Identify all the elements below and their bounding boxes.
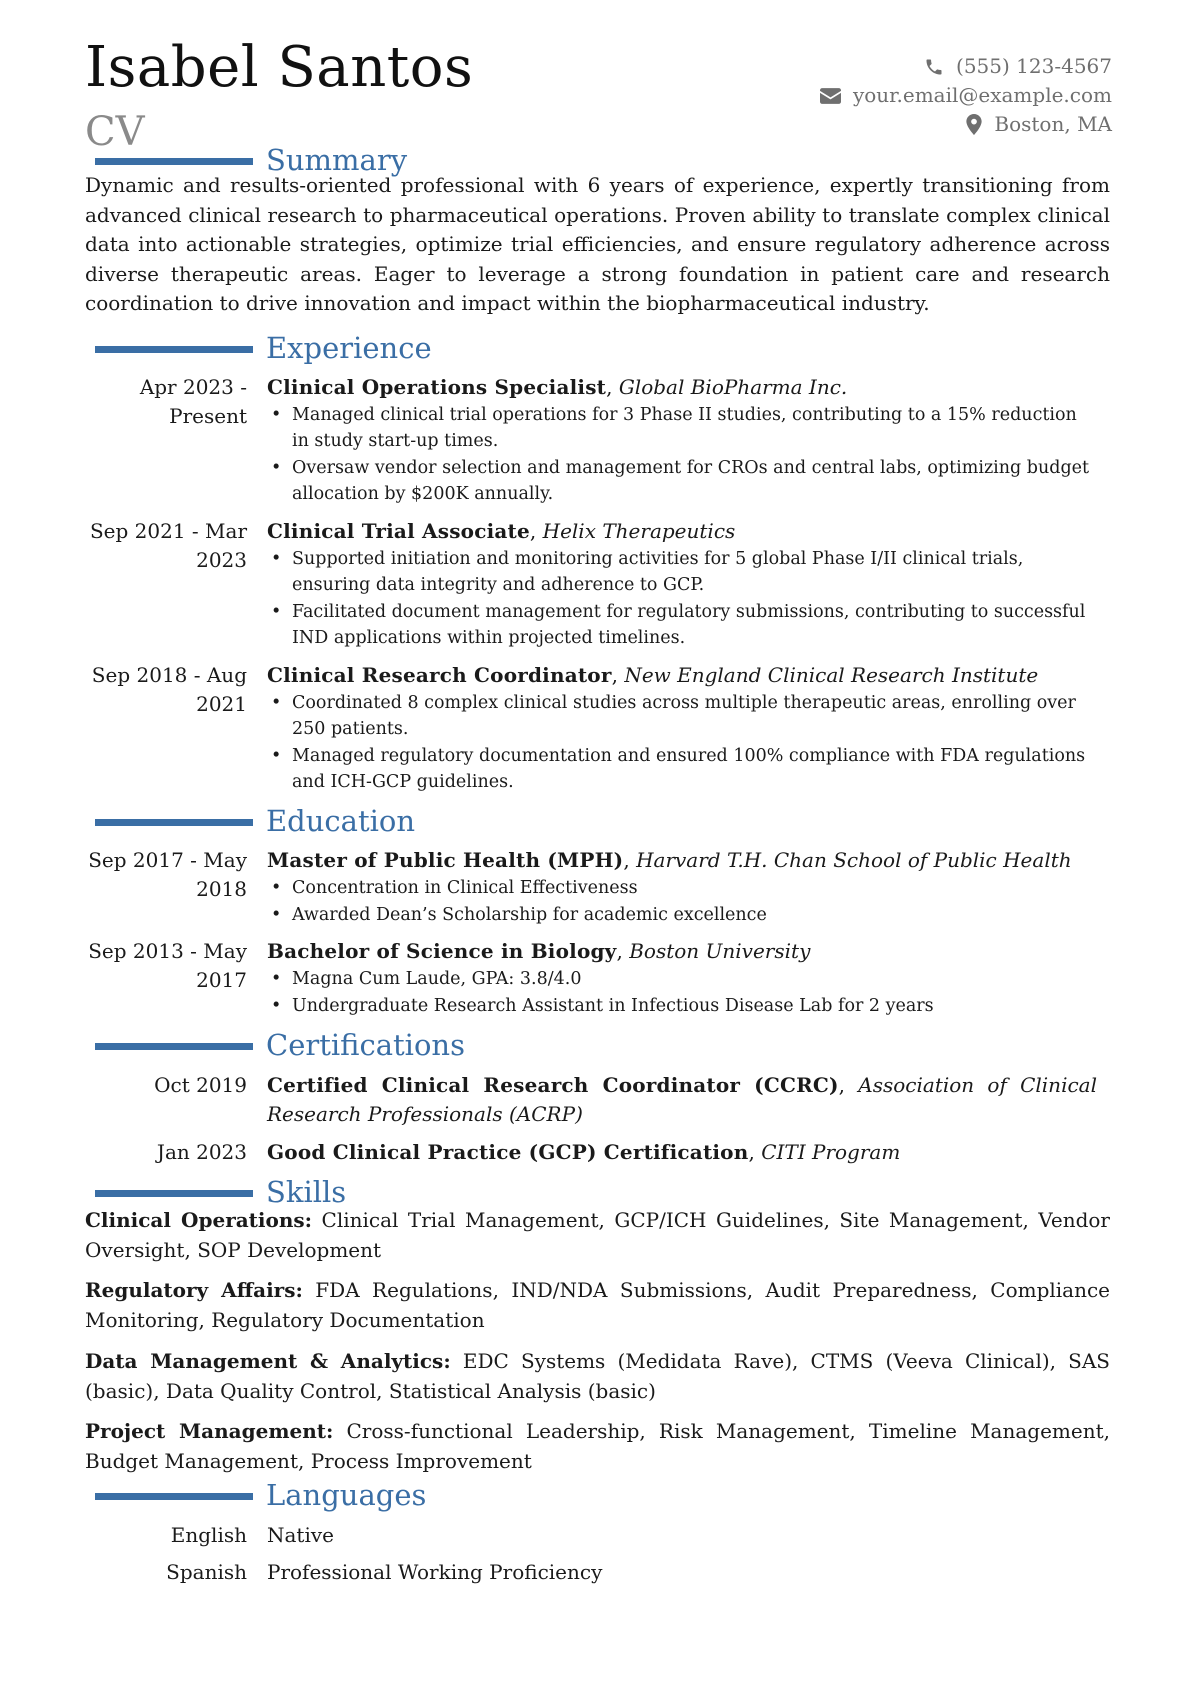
skill-category: Project Management: <box>85 1419 334 1443</box>
section-accent-bar <box>95 1493 253 1500</box>
certifications-heading <box>95 1028 1095 1062</box>
entry-date: Apr 2023 - Present <box>139 375 247 428</box>
entry-date: Sep 2018 - Aug 2021 <box>91 663 247 716</box>
list-item: • Magna Cum Laude, GPA: 3.8/4.0 <box>267 966 1097 992</box>
document-type-label: CV <box>85 109 145 155</box>
contact-block <box>820 52 1112 139</box>
experience-heading <box>95 331 1095 365</box>
list-item: • Managed regulatory documentation and ensured 100% compliance with FDA regulations and ICH-GCP guidelines. <box>267 743 1097 795</box>
section-title: Skills <box>266 1175 347 1209</box>
section-accent-bar <box>95 158 253 165</box>
section-title: Summary <box>266 143 408 177</box>
contact-email <box>820 81 1112 110</box>
phone-number[interactable]: (555) 123-4567 <box>956 54 1112 78</box>
skill-group <box>85 1347 1110 1406</box>
entry-heading: Clinical Operations Specialist, Global BioPharma Inc. <box>267 375 848 399</box>
job-title: Clinical Research Coordinator <box>267 663 612 687</box>
entry-heading: Master of Public Health (MPH), Harvard T.H. Chan School of Public Health <box>267 848 1072 872</box>
language-level: Professional Working Proficiency <box>267 1560 603 1584</box>
list-item: • Oversaw vendor selection and management for CROs and central labs, optimizing budget allocation by $200K annually. <box>267 455 1097 507</box>
employer: Helix Therapeutics <box>542 519 736 543</box>
entry-date: Oct 2019 <box>154 1073 247 1097</box>
contact-phone <box>820 52 1112 81</box>
entry-bullets <box>267 966 1097 1020</box>
section-title: Experience <box>266 331 432 365</box>
entry-heading: Certified Clinical Research Coordinator (CCRC), Association of Clinical Research Professionals (ACRP) <box>267 1073 1097 1126</box>
skill-category: Clinical Operations: <box>85 1208 313 1232</box>
entry-heading: Good Clinical Practice (GCP) Certification, CITI Program <box>267 1140 901 1164</box>
candidate-name: Isabel Santos <box>85 35 474 100</box>
section-accent-bar <box>95 1043 253 1050</box>
list-item: • Awarded Dean’s Scholarship for academic excellence <box>267 902 1097 928</box>
contact-location <box>820 110 1112 139</box>
summary-paragraph: Dynamic and results-oriented professional with 6 years of experience, expertly transitioning from advanced clinical research to pharmaceutical operations. Proven ability to translate complex clinical data into actionable strategies, optimize trial efficiencies, and ensure regulatory adherence across diverse therapeutic areas. Eager to leverage a strong foundation in patient care and research coordination to drive innovation and impact within the biopharmaceutical industry. <box>85 173 1110 315</box>
entry-heading: Clinical Trial Associate, Helix Therapeutics <box>267 519 736 543</box>
issuer: CITI Program <box>761 1140 901 1164</box>
certification-name: Certified Clinical Research Coordinator (CCRC) <box>267 1073 839 1097</box>
skill-group <box>85 1206 1110 1265</box>
language-name: English <box>170 1523 247 1547</box>
section-title: Certifications <box>266 1028 465 1062</box>
entry-bullets <box>267 546 1097 652</box>
skill-category: Regulatory Affairs: <box>85 1278 303 1302</box>
entry-bullets <box>267 690 1097 796</box>
email-address[interactable]: your.email@example.com <box>852 83 1112 107</box>
entry-bullets <box>267 875 1097 929</box>
institution: Harvard T.H. Chan School of Public Health <box>636 848 1072 872</box>
location-text: Boston, MA <box>994 112 1112 136</box>
skill-group <box>85 1276 1110 1335</box>
entry-bullets <box>267 402 1097 508</box>
employer: New England Clinical Research Institute <box>624 663 1039 687</box>
degree: Bachelor of Science in Biology <box>267 939 617 963</box>
section-title: Languages <box>266 1478 427 1512</box>
degree: Master of Public Health (MPH) <box>267 848 624 872</box>
skills-heading <box>95 1175 1095 1209</box>
institution: Boston University <box>629 939 811 963</box>
list-item: • Coordinated 8 complex clinical studies across multiple therapeutic areas, enrolling over 250 patients. <box>267 690 1097 742</box>
language-name: Spanish <box>166 1560 247 1584</box>
section-accent-bar <box>95 346 253 353</box>
entry-date: Jan 2023 <box>156 1140 247 1164</box>
languages-heading <box>95 1478 1095 1512</box>
skill-group <box>85 1417 1110 1476</box>
phone-icon <box>924 57 944 77</box>
skill-list: EDC Systems (Medidata Rave), CTMS (Veeva Clinical), SAS (basic), Data Quality Control, Statistical Analysis (basic) <box>85 1349 1110 1403</box>
entry-date: Sep 2017 - May 2018 <box>88 848 247 901</box>
education-heading <box>95 804 1095 838</box>
skill-list: Cross-functional Leadership, Risk Management, Timeline Management, Budget Management, Process Improvement <box>85 1419 1110 1473</box>
list-item: • Managed clinical trial operations for 3 Phase II studies, contributing to a 15% reduction in study start-up times. <box>267 402 1097 454</box>
section-accent-bar <box>95 819 253 826</box>
entry-date: Sep 2021 - Mar 2023 <box>89 519 247 572</box>
list-item: • Facilitated document management for regulatory submissions, contributing to successful IND applications within projected timelines. <box>267 599 1097 651</box>
entry-date: Sep 2013 - May 2017 <box>88 939 247 992</box>
issuer: Association of Clinical Research Professionals (ACRP) <box>267 1073 1097 1126</box>
job-title: Clinical Operations Specialist <box>267 375 607 399</box>
list-item: • Undergraduate Research Assistant in Infectious Disease Lab for 2 years <box>267 993 1097 1019</box>
entry-heading: Bachelor of Science in Biology, Boston University <box>267 939 811 963</box>
language-level: Native <box>267 1523 334 1547</box>
section-accent-bar <box>95 1190 253 1197</box>
section-title: Education <box>266 804 416 838</box>
entry-heading: Clinical Research Coordinator, New England Clinical Research Institute <box>267 663 1039 687</box>
list-item: • Supported initiation and monitoring activities for 5 global Phase I/II clinical trials, ensuring data integrity and adherence to GCP. <box>267 546 1097 598</box>
certification-name: Good Clinical Practice (GCP) Certification <box>267 1140 749 1164</box>
skill-category: Data Management & Analytics: <box>85 1349 451 1373</box>
skill-list: Clinical Trial Management, GCP/ICH Guidelines, Site Management, Vendor Oversight, SOP Development <box>85 1208 1110 1262</box>
list-item: • Concentration in Clinical Effectiveness <box>267 875 1097 901</box>
employer: Global BioPharma Inc. <box>618 375 848 399</box>
map-pin-icon <box>966 114 982 135</box>
skill-list: FDA Regulations, IND/NDA Submissions, Audit Preparedness, Compliance Monitoring, Regulatory Documentation <box>85 1278 1111 1332</box>
job-title: Clinical Trial Associate <box>267 519 530 543</box>
envelope-icon <box>820 88 841 104</box>
